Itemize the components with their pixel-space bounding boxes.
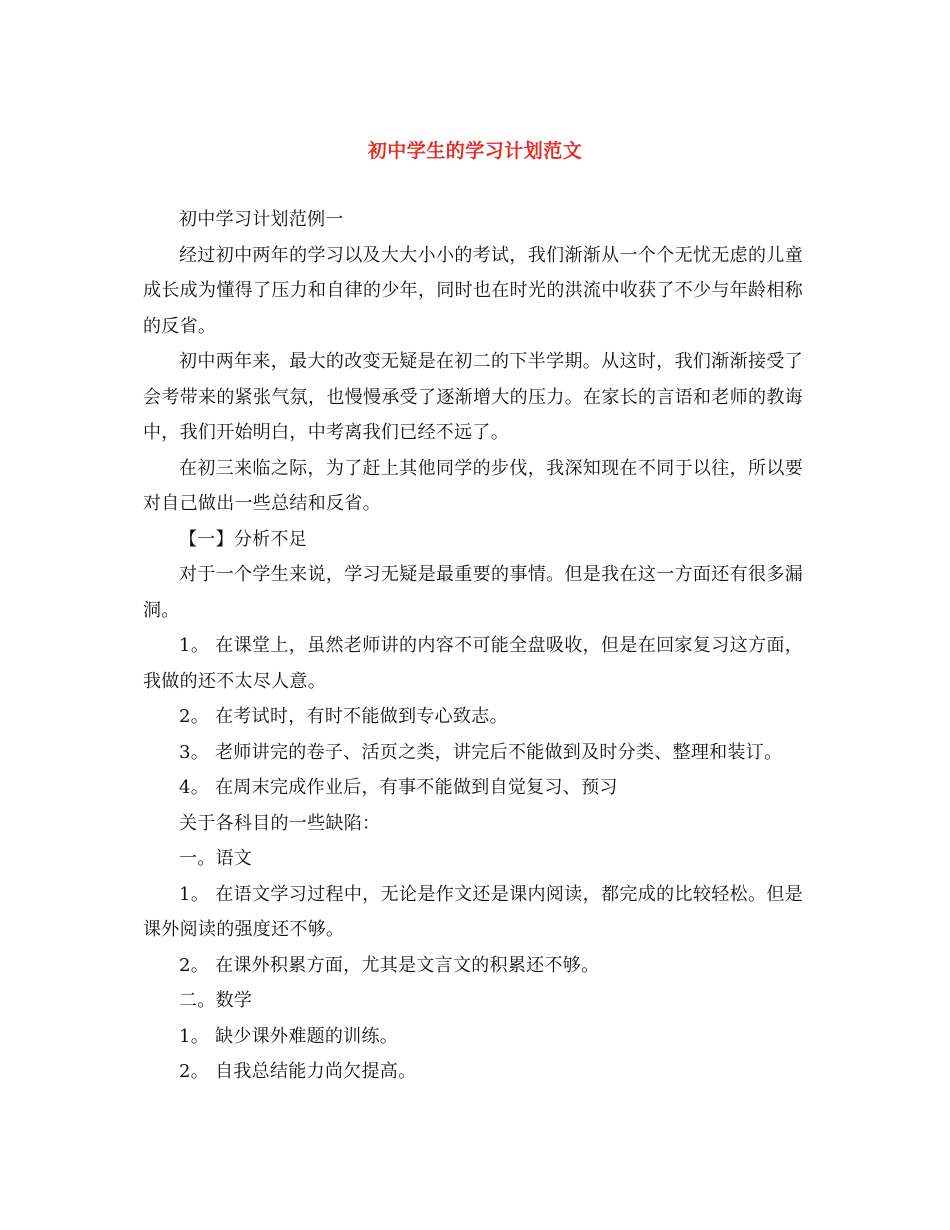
paragraph-4: 在初三来临之际，为了赶上其他同学的步伐，我深知现在不同于以往，所以要对自己做出一些总结和反省。	[143, 457, 803, 514]
paragraph-3: 初中两年来，最大的改变无疑是在初二的下半学期。从这时，我们渐渐接受了会考带来的紧张气氛，也慢慢承受了逐渐增大的压力。在家长的言语和老师的教诲中，我们开始明白，中考离我们已经不远了。	[143, 351, 803, 443]
chinese-item-1: 1。 在语文学习过程中，无论是作文还是课内阅读，都完成的比较轻松。但是课外阅读的强度还不够。	[143, 883, 803, 940]
list-item-3: 3。 老师讲完的卷子、活页之类，讲完后不能做到及时分类、整理和装订。	[179, 741, 783, 763]
list-item-1: 1。 在课堂上，虽然老师讲的内容不可能全盘吸收，但是在回家复习这方面，我做的还不太尽人意。	[143, 635, 803, 692]
chinese-item-2: 2。 在课外积累方面，尤其是文言文的积累还不够。	[179, 954, 600, 976]
subject-deficiency-intro: 关于各科目的一些缺陷：	[179, 812, 381, 834]
section-heading-analysis: 【一】分析不足	[179, 528, 308, 550]
math-item-1: 1。 缺少课外难题的训练。	[179, 1025, 399, 1047]
subject-heading-math: 二。数学	[179, 990, 253, 1011]
paragraph-1: 初中学习计划范例一	[179, 209, 344, 230]
document-body	[143, 202, 803, 1090]
list-item-2: 2。 在考试时，有时不能做到专心致志。	[179, 706, 508, 727]
paragraph-6: 对于一个学生来说，学习无疑是最重要的事情。但是我在这一方面还有很多漏洞。	[143, 564, 803, 621]
subject-heading-chinese: 一。语文	[179, 848, 253, 869]
document-title: 初中学生的学习计划范文	[367, 140, 583, 162]
math-item-2: 2。 自我总结能力尚欠提高。	[179, 1061, 417, 1082]
list-item-4: 4。 在周末完成作业后，有事不能做到自觉复习、预习	[179, 777, 618, 798]
paragraph-2: 经过初中两年的学习以及大大小小的考试，我们渐渐从一个个无忧无虑的儿童成长成为懂得了压力和自律的少年，同时也在时光的洪流中收获了不少与年龄相称的反省。	[143, 244, 803, 337]
